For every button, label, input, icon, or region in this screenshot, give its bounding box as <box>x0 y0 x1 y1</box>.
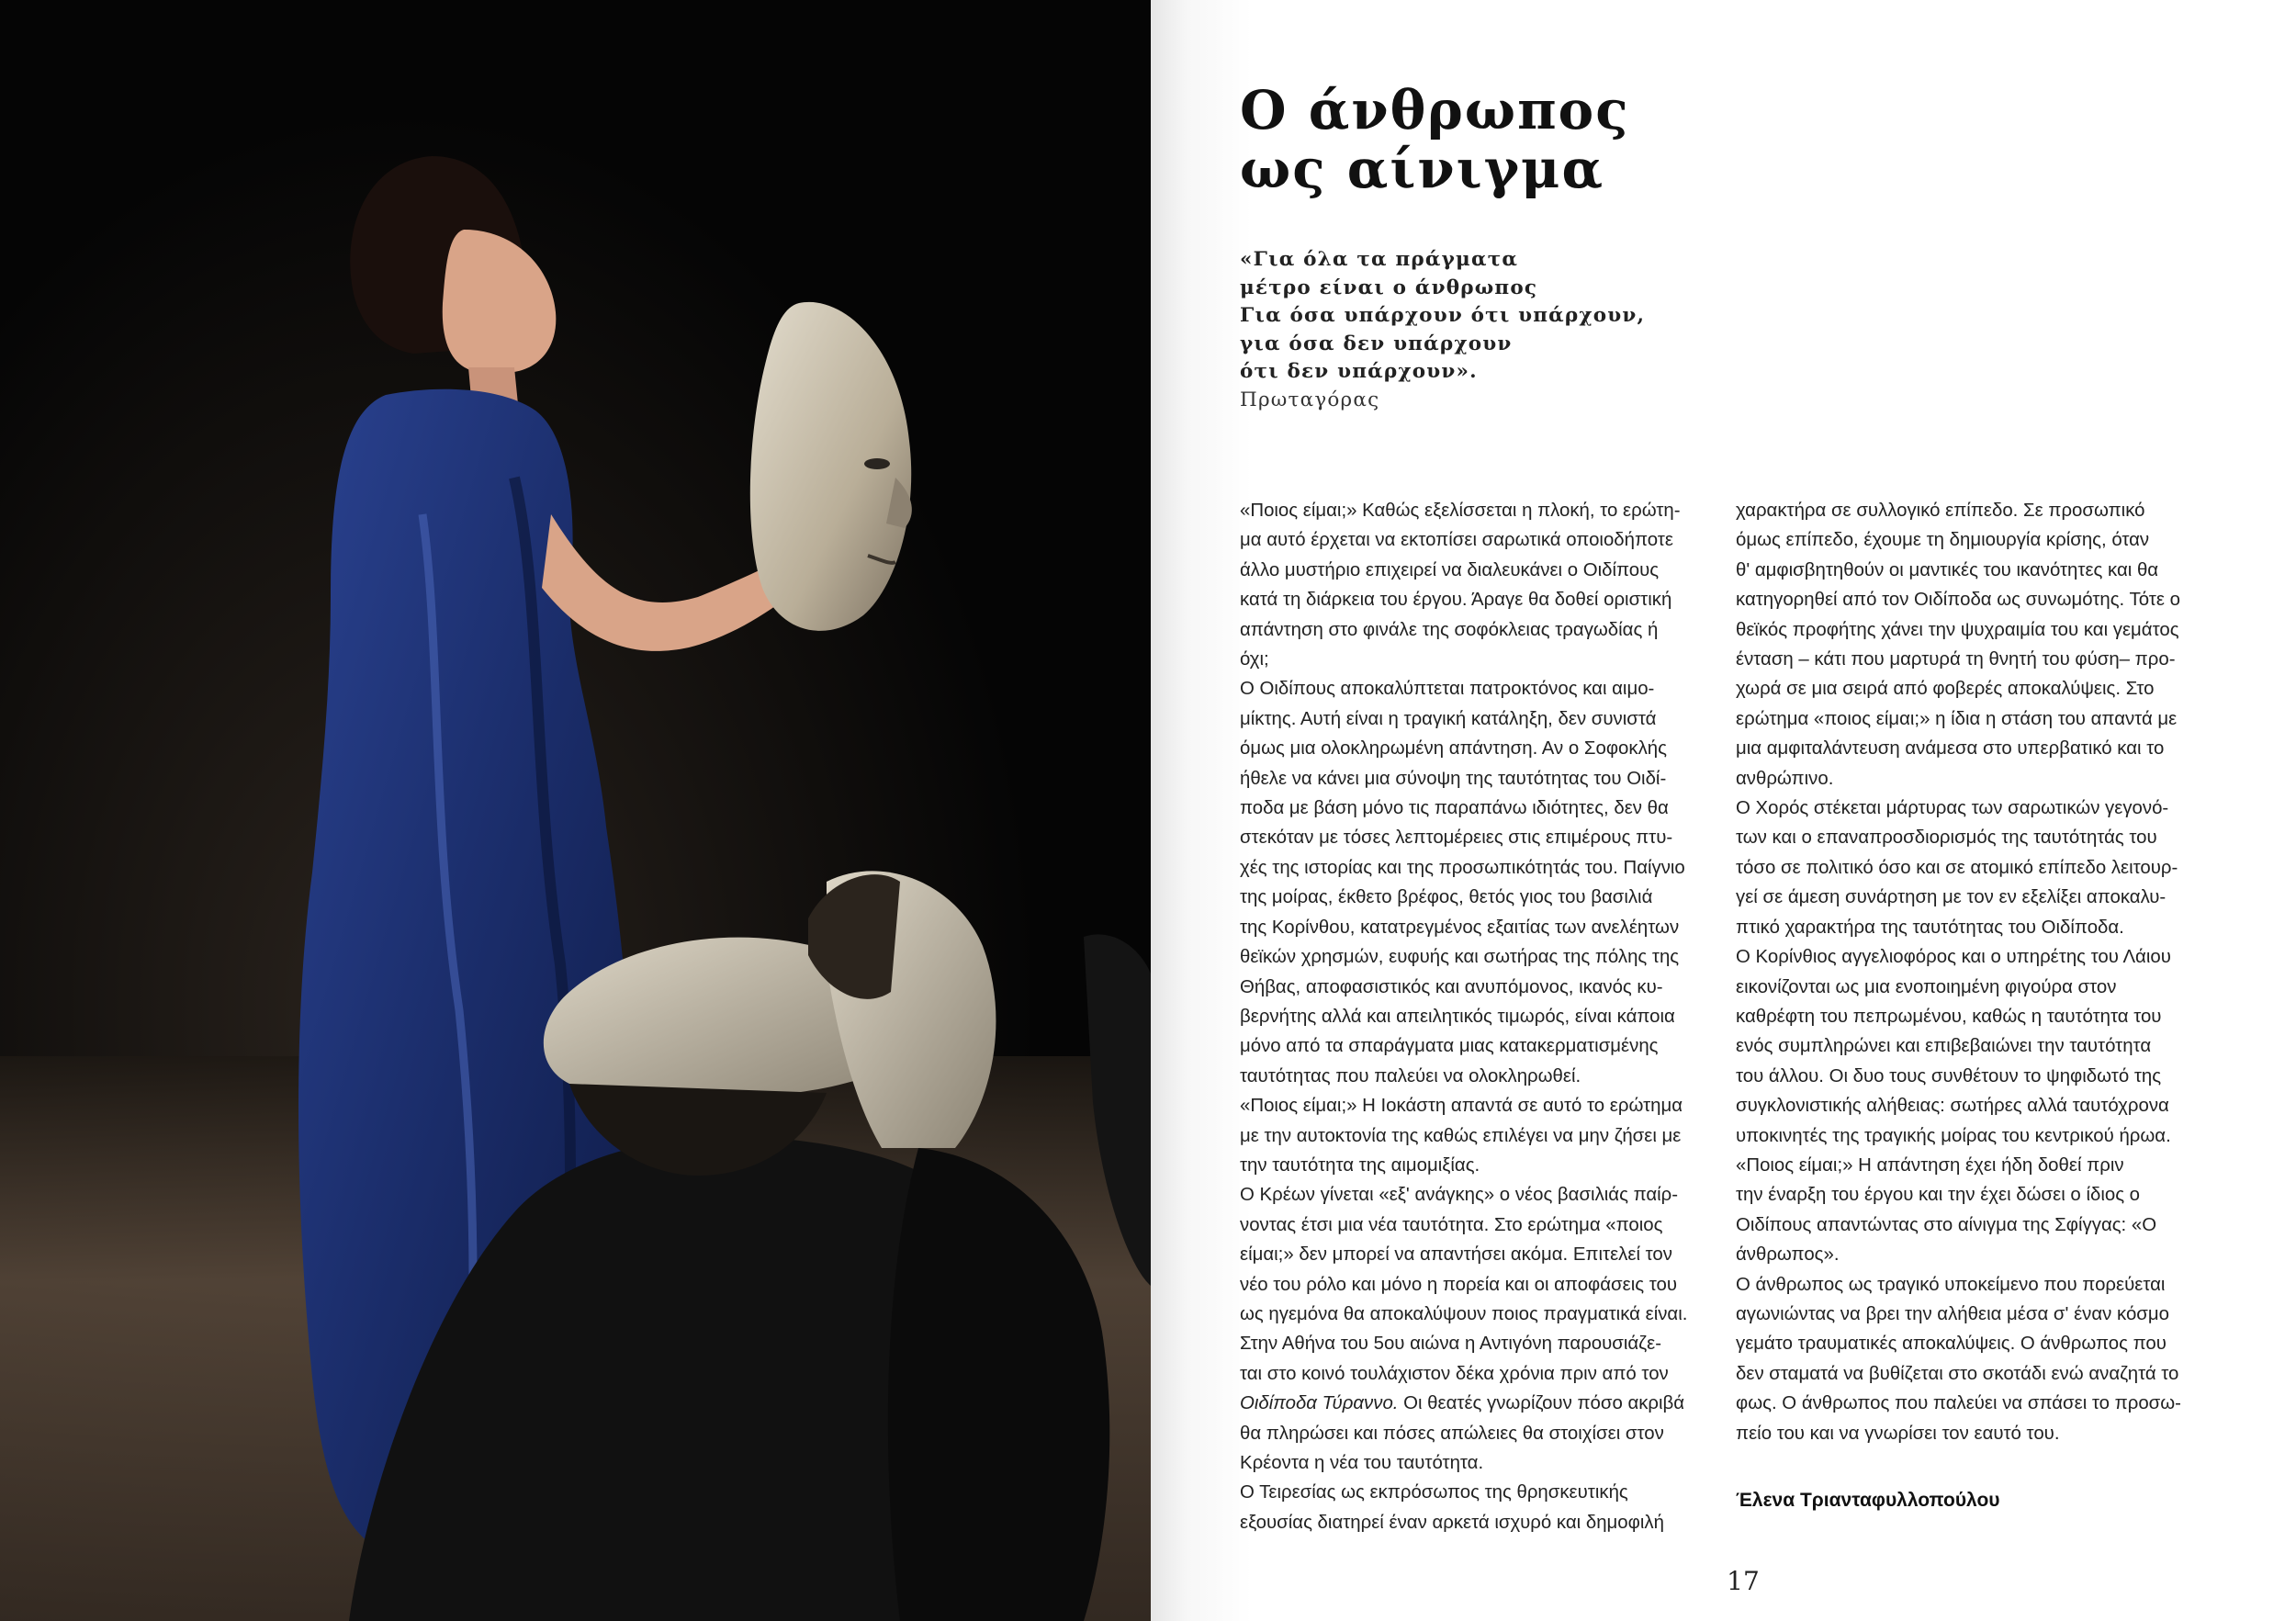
text-line: γεμάτο τραυματικές αποκαλύψεις. Ο άνθρωπος που <box>1736 1334 2167 1355</box>
text-line: όχι; <box>1240 649 1269 670</box>
text-line: Ο Οιδίπους αποκαλύπτεται πατροκτόνος και αιμο- <box>1240 679 1655 700</box>
text-line: μίκτης. Αυτή είναι η τραγική κατάληξη, δεν συνιστά <box>1240 708 1657 729</box>
text-line-mixed <box>1240 1389 1699 1418</box>
text-line: κατά τη διάρκεια του έργου. Άραγε θα δοθεί οριστική <box>1240 590 1672 611</box>
text-line: χαρακτήρα σε συλλογικό επίπεδο. Σε προσωπικό <box>1736 501 2145 521</box>
page-number: 17 <box>1727 1566 1760 1596</box>
text-line: με την αυτοκτονία της καθώς επιλέγει να μην ζήσει με <box>1240 1125 1682 1146</box>
title-line: ως αίνιγμα <box>1240 138 1605 200</box>
title-line: Ο άνθρωπος <box>1240 79 1630 141</box>
text-line: συγκλονιστικής αλήθειας: σωτήρες αλλά ταυτόχρονα <box>1736 1096 2169 1117</box>
text-line: εξουσίας διατηρεί έναν αρκετά ισχυρό και δημοφιλή <box>1240 1512 1664 1533</box>
text-line: της Κορίνθου, κατατρεγμένος εξαιτίας των ανελέητων <box>1240 917 1680 938</box>
text-line: μια αμφιταλάντευση ανάμεσα στο υπερβατικό και το <box>1736 738 2165 760</box>
text-line: μόνο από τα σπαράγματα μιας κατακερματισμένης <box>1240 1036 1659 1057</box>
text-line: Ο Τειρεσίας ως εκπρόσωπος της θρησκευτικής <box>1240 1482 1628 1503</box>
paragraph <box>1240 1180 1699 1478</box>
text-line: «Ποιος είμαι;» Η Ιοκάστη απαντά σε αυτό το ερώτημα <box>1240 1096 1683 1117</box>
text-line: ως ηγεμόνα θα αποκαλύψουν ποιος πραγματικά είναι. <box>1240 1303 1688 1324</box>
text-line: Ο άνθρωπος ως τραγικό υποκείμενο που πορεύεται <box>1736 1274 2166 1295</box>
text-line: όμως επίπεδο, έχουμε τη δημιουργία κρίσης, όταν <box>1736 530 2150 551</box>
text-line: Οιδίπους απαντώντας στο αίνιγμα της Σφίγγας: «Ο <box>1736 1214 2157 1235</box>
text-line: γεί σε άμεση συνάρτηση με τον εν εξελίξει αποκαλυ- <box>1736 887 2167 908</box>
text-line: άλλο μυστήριο επιχειρεί να διαλευκάνει ο Οιδίπους <box>1240 559 1660 580</box>
epigraph-line: Για όσα υπάρχουν ότι υπάρχουν, <box>1240 304 1646 327</box>
text-line: της μοίρας, έκθετο βρέφος, θετός γιος του βασιλιά <box>1240 887 1653 908</box>
text-line: καθρέφτη του πεπρωμένου, καθώς η ταυτότητα του <box>1736 1006 2162 1027</box>
text-line: του άλλου. Οι δυο τους συνθέτουν το ψηφιδωτό της <box>1736 1065 2162 1086</box>
text-line: θ' αμφισβητηθούν οι μαντικές του ικανότητες και θα <box>1736 559 2159 580</box>
text-line: ται στο κοινό τουλάχιστον δέκα χρόνια πριν από τον <box>1240 1363 1669 1384</box>
text-line: Θήβας, αποφασιστικός και ανυπόμονος, ικανός κυ- <box>1240 976 1663 997</box>
text-line: υποκινητές της τραγικής μοίρας του κεντρικού ήρωα. <box>1736 1125 2171 1146</box>
text-line: βερνήτης αλλά και απειλητικός τιμωρός, είναι κάποια <box>1240 1006 1675 1027</box>
play-title-italic: Οιδίποδα Τύραννο. <box>1240 1393 1399 1414</box>
text-line: ποδα με βάση μόνο τις παραπάνω ιδιότητες, δεν θα <box>1240 798 1669 819</box>
paragraph <box>1736 496 2213 794</box>
article-page <box>1151 0 2296 1621</box>
text-line: Ο Κρέων γίνεται «εξ' ανάγκης» ο νέος βασιλιάς παίρ- <box>1240 1185 1679 1206</box>
paragraph <box>1736 794 2213 942</box>
text-line: των και ο επαναπροσδιορισμός της ταυτότητάς του <box>1736 827 2157 849</box>
text-column-left <box>1240 496 1699 1537</box>
text-line: «Ποιος είμαι;» Καθώς εξελίσσεται η πλοκή, το ερώτη- <box>1240 501 1681 521</box>
epigraph-line: μέτρο είναι ο άνθρωπος <box>1240 276 1538 299</box>
text-line: τόσο σε πολιτικό όσο και σε ατομικό επίπεδο λειτουρ- <box>1736 857 2178 878</box>
paragraph <box>1736 942 2213 1151</box>
text-line: πείο του και να γνωρίσει τον εαυτό του. <box>1736 1423 2060 1444</box>
paragraph <box>1240 496 1699 674</box>
text-line: εικονίζονται ως μια ενοποιημένη φιγούρα στον <box>1736 976 2117 997</box>
paragraph <box>1240 1091 1699 1180</box>
text-column-right <box>1736 496 2213 1448</box>
text-line: κατηγορηθεί από τον Οιδίποδα ως συνωμότης. Τότε ο <box>1736 590 2180 611</box>
text-line: Στην Αθήνα του 5ου αιώνα η Αντιγόνη παρουσιάζε- <box>1240 1334 1662 1355</box>
text-line: Ο Κορίνθιος αγγελιοφόρος και ο υπηρέτης του Λάιου <box>1736 947 2171 968</box>
text-line: δεν σταματά να βυθίζεται στο σκοτάδι ενώ αναζητά το <box>1736 1363 2179 1384</box>
text-line: όμως μια ολοκληρωμένη απάντηση. Αν ο Σοφοκλής <box>1240 738 1667 760</box>
text-fragment: Οι θεατές γνωρίζουν πόσο ακριβά <box>1398 1393 1685 1414</box>
text-line: Ο Χορός στέκεται μάρτυρας των σαρωτικών γεγονό- <box>1736 798 2169 819</box>
text-line: απάντηση στο φινάλε της σοφόκλειας τραγωδίας ή <box>1240 619 1659 640</box>
text-line: Κρέοντα η νέα του ταυτότητα. <box>1240 1453 1484 1473</box>
text-line: ήθελε να κάνει μια σύνοψη της ταυτότητας του Οιδί- <box>1240 768 1667 789</box>
text-line: χωρά σε μια σειρά από φοβερές αποκαλύψεις. Στο <box>1736 679 2155 700</box>
text-line: ερώτημα «ποιος είμαι;» η ίδια η στάση του απαντά με <box>1736 708 2178 729</box>
paragraph <box>1736 1270 2213 1448</box>
text-line: χές της ιστορίας και της προσωπικότητάς του. Παίγνιο <box>1240 857 1685 878</box>
paragraph <box>1240 1478 1699 1537</box>
text-line: θα πληρώσει και πόσες απώλειες θα στοιχίσει στον <box>1240 1423 1664 1444</box>
text-line: την έναρξη του έργου και την έχει δώσει ο ίδιος ο <box>1736 1185 2141 1206</box>
text-line: «Ποιος είμαι;» Η απάντηση έχει ήδη δοθεί πριν <box>1736 1154 2124 1176</box>
text-line: νέο του ρόλο και μόνο η πορεία και οι αποφάσεις του <box>1240 1274 1678 1295</box>
text-line: στεκόταν με τόσες λεπτομέρειες στις επιμέρους πτυ- <box>1240 827 1673 849</box>
text-line: φως. Ο άνθρωπος που παλεύει να σπάσει το προσω- <box>1736 1393 2181 1414</box>
text-line: είμαι;» δεν μπορεί να απαντήσει ακόμα. Επιτελεί τον <box>1240 1244 1672 1266</box>
epigraph-line: «Για όλα τα πράγματα <box>1240 248 1519 271</box>
paragraph <box>1240 674 1699 1091</box>
text-line: πτικό χαρακτήρα της ταυτότητας του Οιδίποδα. <box>1736 917 2124 938</box>
paragraph <box>1736 1151 2213 1270</box>
epigraph-line: για όσα δεν υπάρχουν <box>1240 332 1513 355</box>
text-line: μα αυτό έρχεται να εκτοπίσει σαρωτικά οποιοδήποτε <box>1240 530 1673 551</box>
text-line: ανθρώπινο. <box>1736 768 1834 789</box>
text-line: νοντας έτσι μια νέα ταυτότητα. Στο ερώτημα «ποιος <box>1240 1214 1663 1235</box>
text-line: άνθρωπος». <box>1736 1244 1840 1266</box>
text-line: την ταυτότητα της αιμομιξίας. <box>1240 1154 1480 1176</box>
text-line: ενός συμπληρώνει και επιβεβαιώνει την ταυτότητα <box>1736 1036 2152 1057</box>
text-line: ένταση – κάτι που μαρτυρά τη θνητή του φύση– προ- <box>1736 649 2176 670</box>
author-signature: Έλενα Τριανταφυλλοπούλου <box>1736 1490 2000 1511</box>
article-title <box>1240 81 1883 198</box>
epigraph-line: ότι δεν υπάρχουν». <box>1240 360 1478 383</box>
text-line: θεϊκός προφήτης χάνει την ψυχραιμία του και γεμάτος <box>1736 619 2179 640</box>
epigraph-author: Πρωταγόρας <box>1240 388 1380 411</box>
text-line: θεϊκών χρησμών, ευφυής και σωτήρας της πόλης της <box>1240 947 1680 968</box>
epigraph-quote <box>1240 246 1828 414</box>
text-line: αγωνιώντας να βρει την αλήθεια μέσα σ' έναν κόσμο <box>1736 1303 2169 1324</box>
text-line: ταυτότητας που παλεύει να ολοκληρωθεί. <box>1240 1065 1581 1086</box>
